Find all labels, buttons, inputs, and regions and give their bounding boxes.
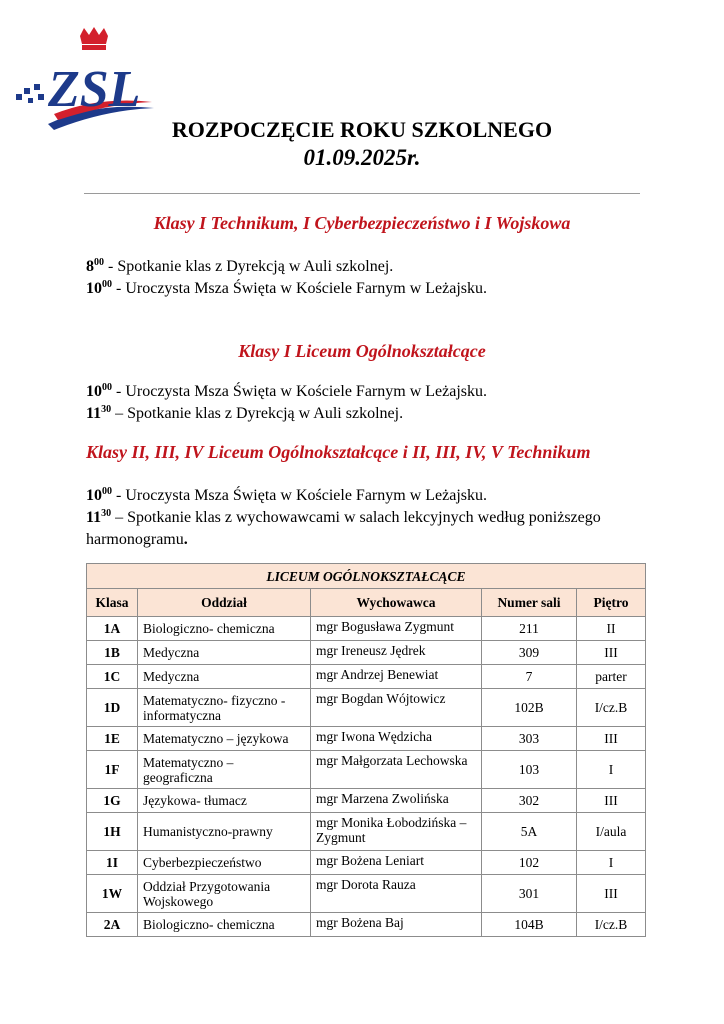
table-row (87, 617, 646, 641)
divider (84, 193, 640, 194)
cell-sala: 302 (482, 789, 577, 813)
table-caption: LICEUM OGÓLNOKSZTAŁCĄCE (87, 564, 646, 589)
cell-klasa: 1A (87, 617, 138, 641)
schedule-table (86, 563, 646, 937)
table-row (87, 641, 646, 665)
table-row (87, 751, 646, 789)
schedule-line: $11^{30}$ – Spotkanie klas z wychowawcami w salach lekcyjnych według poniższego harmonogramu. (86, 508, 601, 548)
cell-oddzial: Językowa- tłumacz (138, 789, 311, 813)
section-schedule-technikum (86, 256, 646, 300)
header-numer-sali: Numer sali (482, 589, 577, 617)
cell-oddzial: Biologiczno- chemiczna (138, 617, 311, 641)
cell-klasa: 1F (87, 751, 138, 789)
section-heading-technikum: Klasy I Technikum, I Cyberbezpieczeństwo i I Wojskowa (153, 213, 571, 233)
cell-pietro: III (577, 727, 646, 751)
cell-pietro: I (577, 751, 646, 789)
page-title (0, 116, 724, 172)
cell-pietro: parter (577, 665, 646, 689)
cell-sala: 309 (482, 641, 577, 665)
header-klasa: Klasa (87, 589, 138, 617)
cell-wych: mgr Bogdan Wójtowicz (311, 689, 482, 727)
cell-oddzial: Humanistyczno-prawny (138, 813, 311, 851)
cell-oddzial: Biologiczno- chemiczna (138, 913, 311, 937)
table-row (87, 813, 646, 851)
cell-wych: mgr Ireneusz Jędrek (311, 641, 482, 665)
cell-pietro: III (577, 641, 646, 665)
section-schedule-older-classes (86, 485, 646, 551)
cell-sala: 5A (482, 813, 577, 851)
cell-klasa: 1H (87, 813, 138, 851)
cell-wych: mgr Bożena Leniart (311, 851, 482, 875)
cell-pietro: I/aula (577, 813, 646, 851)
table-row (87, 727, 646, 751)
cell-pietro: III (577, 875, 646, 913)
cell-klasa: 1G (87, 789, 138, 813)
cell-sala: 104B (482, 913, 577, 937)
cell-wych: mgr Andrzej Benewiat (311, 665, 482, 689)
schedule-line: $10^{00}$ - Uroczysta Msza Święta w Kościele Farnym w Leżajsku. (86, 382, 487, 400)
cell-wych: mgr Małgorzata Lechowska (311, 751, 482, 789)
cell-pietro: I/cz.B (577, 913, 646, 937)
cell-oddzial: Cyberbezpieczeństwo (138, 851, 311, 875)
cell-pietro: III (577, 789, 646, 813)
schedule-line: $10^{00}$ - Uroczysta Msza Święta w Kościele Farnym w Leżajsku. (86, 486, 487, 504)
cell-oddzial: Matematyczno – językowa (138, 727, 311, 751)
cell-oddzial: Medyczna (138, 665, 311, 689)
cell-sala: 301 (482, 875, 577, 913)
schedule-line: $10^{00}$ - Uroczysta Msza Święta w Kościele Farnym w Leżajsku. (86, 279, 487, 297)
table-row (87, 689, 646, 727)
table-row (87, 789, 646, 813)
cell-klasa: 1I (87, 851, 138, 875)
header-wychowawca: Wychowawca (311, 589, 482, 617)
cell-pietro: II (577, 617, 646, 641)
section-schedule-liceum-1 (86, 381, 646, 425)
header-oddzial: Oddział (138, 589, 311, 617)
cell-klasa: 1D (87, 689, 138, 727)
cell-klasa: 1C (87, 665, 138, 689)
cell-wych: mgr Dorota Rauza (311, 875, 482, 913)
logo-text: ZSL (48, 61, 141, 118)
cell-klasa: 1W (87, 875, 138, 913)
cell-sala: 7 (482, 665, 577, 689)
cell-sala: 103 (482, 751, 577, 789)
cell-sala: 102B (482, 689, 577, 727)
cell-oddzial: Medyczna (138, 641, 311, 665)
title-text: ROZPOCZĘCIE ROKU SZKOLNEGO (171, 117, 553, 142)
table-row (87, 875, 646, 913)
cell-oddzial: Matematyczno – geograficzna (138, 751, 311, 789)
table-row (87, 913, 646, 937)
section-heading-liceum-1: Klasy I Liceum Ogólnokształcące (238, 341, 486, 361)
cell-sala: 211 (482, 617, 577, 641)
cell-pietro: I/cz.B (577, 689, 646, 727)
schedule-line: $11^{30}$ – Spotkanie klas z Dyrekcją w Auli szkolnej. (86, 404, 404, 422)
cell-wych: mgr Marzena Zwolińska (311, 789, 482, 813)
cell-wych: mgr Monika Łobodzińska – Zygmunt (311, 813, 482, 851)
header-pietro: Piętro (577, 589, 646, 617)
cell-klasa: 1E (87, 727, 138, 751)
cell-wych: mgr Bożena Baj (311, 913, 482, 937)
title-date: 01.09.2025r. (303, 145, 421, 170)
cell-oddzial: Oddział Przygotowania Wojskowego (138, 875, 311, 913)
cell-wych: mgr Iwona Wędzicha (311, 727, 482, 751)
schedule-line: $8^{00}$ - Spotkanie klas z Dyrekcją w Auli szkolnej. (86, 257, 394, 275)
table-row (87, 665, 646, 689)
table-header-row (87, 589, 646, 617)
section-heading-older-classes: Klasy II, III, IV Liceum Ogólnokształcące i II, III, IV, V Technikum (86, 442, 591, 462)
cell-wych: mgr Bogusława Zygmunt (311, 617, 482, 641)
cell-klasa: 2A (87, 913, 138, 937)
cell-sala: 102 (482, 851, 577, 875)
cell-oddzial: Matematyczno- fizyczno - informatyczna (138, 689, 311, 727)
cell-klasa: 1B (87, 641, 138, 665)
cell-pietro: I (577, 851, 646, 875)
cell-sala: 303 (482, 727, 577, 751)
table-row (87, 851, 646, 875)
